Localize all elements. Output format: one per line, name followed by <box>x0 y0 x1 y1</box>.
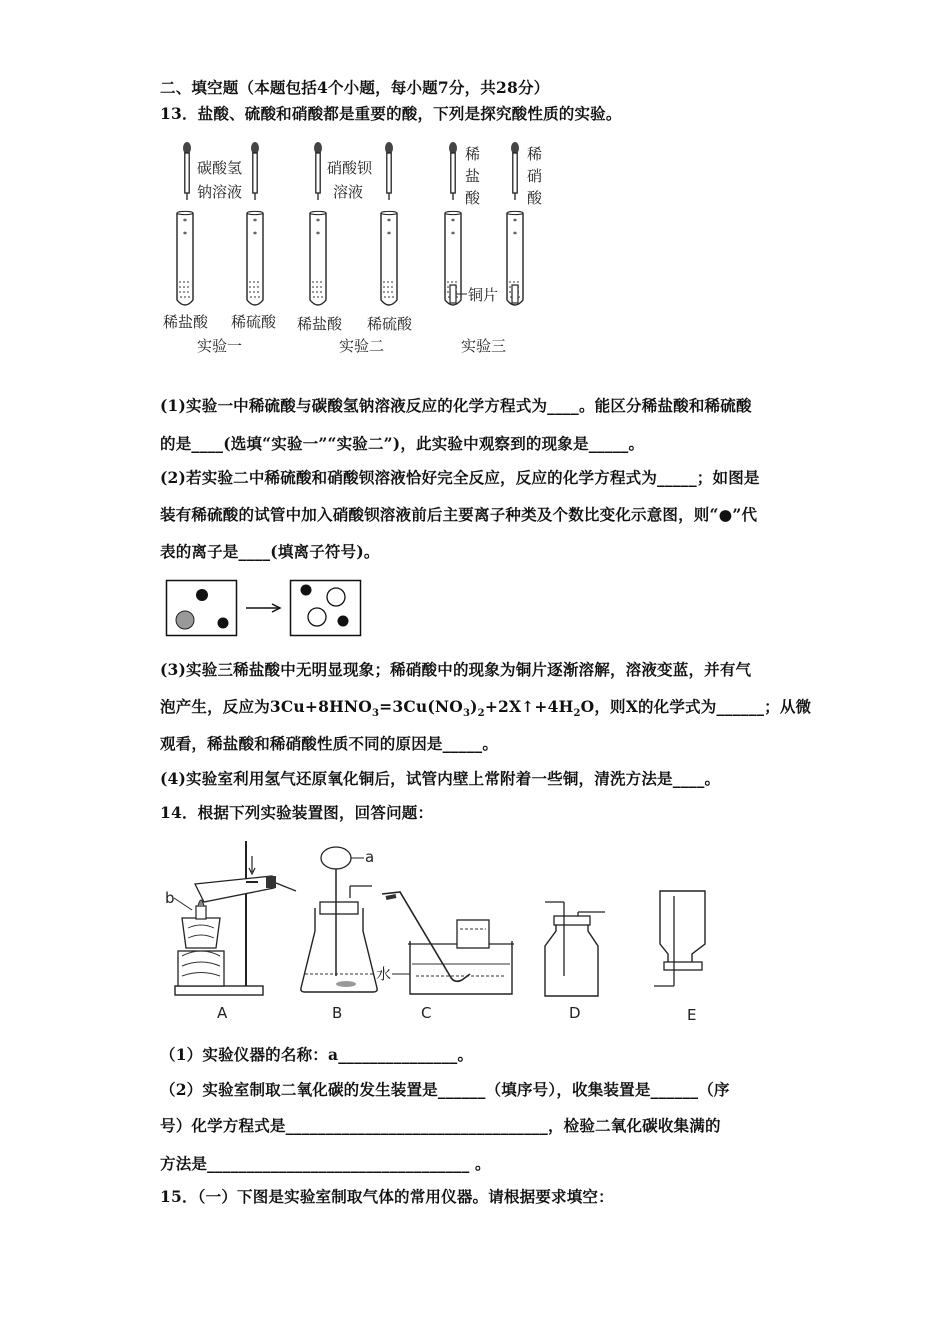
apparatus-caption: D <box>569 1004 581 1022</box>
ion-small-black <box>196 589 208 601</box>
test-tube <box>381 211 397 305</box>
q14-stem: 14．根据下列实验装置图，回答问题： <box>160 803 434 822</box>
label-a: a <box>365 848 375 866</box>
apparatus-caption: A <box>217 1004 228 1022</box>
ion-large-white <box>308 608 326 626</box>
apparatus-e <box>654 891 705 986</box>
q14-part1: （1）实验仪器的名称：a_______________。 <box>160 1045 474 1064</box>
dropper-label: 溶液 <box>333 183 364 201</box>
label-b: b <box>165 889 175 907</box>
label-water: 水 <box>376 965 392 983</box>
q13-part3-line2: 泡产生，反应为$3Cu+8HNO_3=3Cu(NO_3)_2+2X↑+4H_2O$，则X的化学式为______；从微 <box>160 697 812 720</box>
q13-experiment-figure <box>155 135 555 365</box>
ion-small-black <box>218 618 229 629</box>
tube-label: 稀盐酸 <box>163 313 209 331</box>
test-tube <box>177 211 193 305</box>
tube-label: 稀硫酸 <box>367 315 413 333</box>
q13-stem: 13．盐酸、硫酸和硝酸都是重要的酸，下列是探究酸性质的实验。 <box>160 104 622 123</box>
tube-label: 稀盐酸 <box>297 315 343 333</box>
dropper-label: 酸 <box>465 189 481 207</box>
dropper-3b <box>511 142 519 200</box>
ion-large-white <box>327 588 345 606</box>
section-title: 二、填空题（本题包括4个小题，每小题7分，共28分） <box>160 78 550 97</box>
experiment-caption: 实验一 <box>197 337 243 355</box>
dropper-label: 盐 <box>465 167 481 185</box>
dropper-label: 钠溶液 <box>197 183 243 201</box>
apparatus-a <box>165 841 296 995</box>
q13-part2-line2: 装有稀硫酸的试管中加入硝酸钡溶液前后主要离子种类及个数比变化示意图，则“●”代 <box>160 505 758 524</box>
q13-part4: (4)实验室利用氢气还原氧化铜后，试管内壁上常附着一些铜，清洗方法是____。 <box>160 769 721 788</box>
q14-part2-line1: （2）实验室制取二氧化碳的发生装置是______（填序号），收集装置是______（序 <box>160 1080 730 1099</box>
apparatus-figure <box>160 836 720 1026</box>
dropper-label: 稀 <box>465 145 481 163</box>
apparatus-caption: E <box>687 1006 697 1024</box>
q13-part1-line2: 的是____(选填“实验一”“实验二”)，此实验中观察到的现象是_____。 <box>160 434 645 453</box>
ion-small-black <box>338 616 349 627</box>
q13-part2-line3: 表的离子是____(填离子符号)。 <box>160 542 380 561</box>
q13-part3-line1: (3)实验三稀盐酸中无明显现象；稀硝酸中的现象为铜片逐渐溶解，溶液变蓝，并有气 <box>160 660 752 679</box>
ion-small-black <box>301 585 312 596</box>
apparatus-d <box>545 902 605 996</box>
q14-part2-line2: 号）化学方程式是_________________________________，检验二氧化碳收集满的 <box>160 1116 721 1135</box>
q13-part1-line1: (1)实验一中稀硫酸与碳酸氢钠溶液反应的化学方程式为____。能区分稀盐酸和稀硫酸 <box>160 396 752 415</box>
ion-diagram <box>166 580 366 638</box>
q13-part3-line3: 观看，稀盐酸和稀硝酸性质不同的原因是_____。 <box>160 734 499 753</box>
experiment-caption: 实验三 <box>461 337 507 355</box>
q15-stem: 15．（一）下图是实验室制取气体的常用仪器。请根据要求填空： <box>160 1187 614 1206</box>
dropper-1a <box>183 142 191 200</box>
test-tube <box>310 211 326 305</box>
dropper-label: 酸 <box>527 189 543 207</box>
dropper-2a <box>314 142 322 200</box>
q14-part2-line3: 方法是_________________________________ 。 <box>160 1154 491 1173</box>
test-tube <box>445 211 461 305</box>
tube-label: 稀硫酸 <box>231 313 277 331</box>
dropper-3a <box>449 142 457 200</box>
apparatus-caption: C <box>421 1004 432 1022</box>
dropper-label: 硝酸钡 <box>327 159 373 177</box>
copper-label: 铜片 <box>468 286 499 304</box>
dropper-label: 碳酸氢 <box>197 159 243 177</box>
test-tube <box>507 211 523 305</box>
dropper-label: 硝 <box>527 167 543 185</box>
experiment-caption: 实验二 <box>339 337 385 355</box>
ion-large-gray <box>176 611 194 629</box>
apparatus-b <box>301 847 377 992</box>
dropper-label: 稀 <box>527 145 543 163</box>
q13-part2-line1: (2)若实验二中稀硫酸和硝酸钡溶液恰好完全反应，反应的化学方程式为_____；如图是 <box>160 468 760 487</box>
dropper-1b <box>251 142 259 200</box>
apparatus-c <box>376 892 514 994</box>
dropper-2b <box>385 142 393 200</box>
test-tube <box>247 211 263 305</box>
apparatus-caption: B <box>332 1004 343 1022</box>
